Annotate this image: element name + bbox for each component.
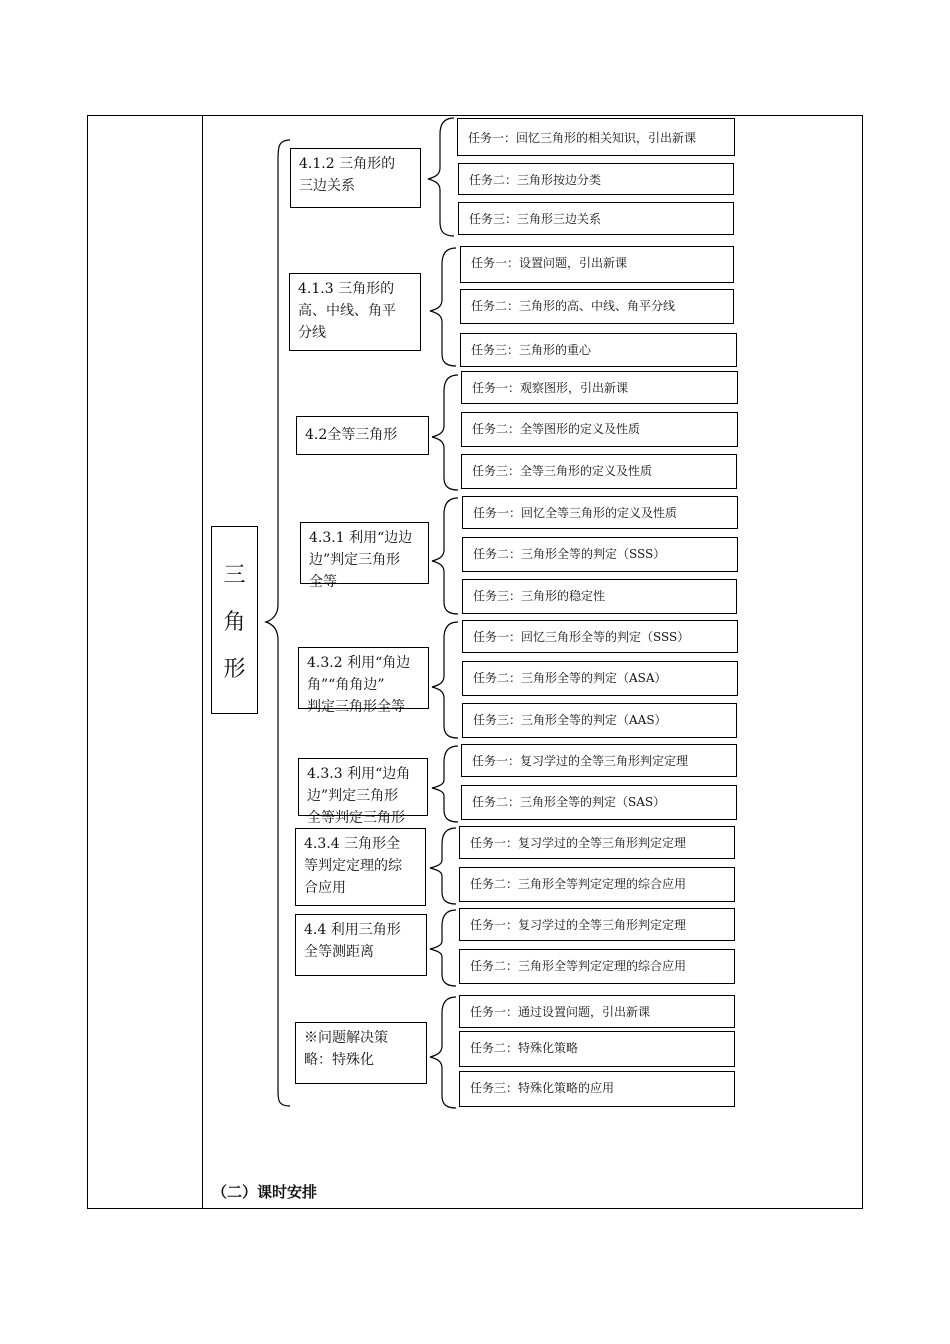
task-box: 任务一：通过设置问题，引出新课 xyxy=(459,995,735,1028)
topic-5-brace xyxy=(432,622,458,738)
task-box: 任务三：三角形三边关系 xyxy=(458,202,734,235)
topic-box-433: 4.3.3 利用“边角 边”判定三角形 全等判定三角形 xyxy=(298,758,428,816)
task-box: 任务一：回忆三角形全等的判定（SSS） xyxy=(462,620,738,653)
root-brace xyxy=(266,140,290,1106)
task-box: 任务二：三角形按边分类 xyxy=(458,163,734,195)
section-heading: （二）课时安排 xyxy=(212,1183,318,1201)
task-box: 任务一：复习学过的全等三角形判定定理 xyxy=(461,744,737,777)
task-box: 任务二：三角形全等判定定理的综合应用 xyxy=(459,867,735,902)
topic-box-431: 4.3.1 利用“边边 边”判定三角形 全等 xyxy=(300,522,429,584)
topic-box-strategy: ※问题解决策 略：特殊化 xyxy=(295,1022,427,1084)
topic-4-brace xyxy=(432,498,458,614)
root-char-1: 三 xyxy=(223,562,246,588)
task-box: 任务一：复习学过的全等三角形判定定理 xyxy=(459,908,735,941)
topic-box-412: 4.1.2 三角形的 三边关系 xyxy=(290,148,421,208)
topic-1-brace xyxy=(428,118,454,236)
topic-2-brace xyxy=(430,248,456,366)
topic-box-434: 4.3.4 三角形全 等判定定理的综 合应用 xyxy=(295,828,426,906)
topic-box-432: 4.3.2 利用“角边 角”“角角边” 判定三角形全等 xyxy=(298,647,429,709)
root-char-3: 形 xyxy=(223,656,246,682)
topic-7-brace xyxy=(430,828,456,904)
task-box: 任务三：特殊化策略的应用 xyxy=(459,1071,735,1107)
task-box: 任务二：全等图形的定义及性质 xyxy=(461,412,738,447)
root-char-2: 角 xyxy=(223,609,246,635)
task-box: 任务一：观察图形，引出新课 xyxy=(461,371,738,404)
topic-box-413: 4.1.3 三角形的 高、中线、角平 分线 xyxy=(289,273,421,351)
task-box: 任务二：三角形全等判定定理的综合应用 xyxy=(459,949,735,984)
task-box: 任务三：三角形的稳定性 xyxy=(462,579,737,614)
task-box: 任务二：三角形全等的判定（SSS） xyxy=(462,537,738,572)
task-box: 任务一：回忆全等三角形的定义及性质 xyxy=(462,496,738,529)
task-box: 任务三：三角形全等的判定（AAS） xyxy=(462,703,737,738)
task-box: 任务一：复习学过的全等三角形判定定理 xyxy=(459,826,735,859)
topic-9-brace xyxy=(430,997,456,1108)
task-box: 任务二：特殊化策略 xyxy=(459,1031,735,1067)
topic-8-brace xyxy=(430,910,456,986)
task-box: 任务三：全等三角形的定义及性质 xyxy=(461,454,737,489)
task-box: 任务二：三角形全等的判定（SAS） xyxy=(461,785,737,820)
task-box: 任务三：三角形的重心 xyxy=(460,333,737,367)
topic-6-brace xyxy=(432,746,458,822)
topic-box-44: 4.4 利用三角形 全等测距离 xyxy=(295,914,427,976)
task-box: 任务一：回忆三角形的相关知识，引出新课 xyxy=(457,118,735,156)
topic-3-brace xyxy=(432,375,458,490)
task-box: 任务二：三角形全等的判定（ASA） xyxy=(462,661,738,696)
task-box: 任务一：设置问题，引出新课 xyxy=(460,246,734,283)
root-topic-box xyxy=(211,526,258,714)
topic-box-42: 4.2全等三角形 xyxy=(296,416,429,455)
task-box: 任务二：三角形的高、中线、角平分线 xyxy=(460,289,734,324)
